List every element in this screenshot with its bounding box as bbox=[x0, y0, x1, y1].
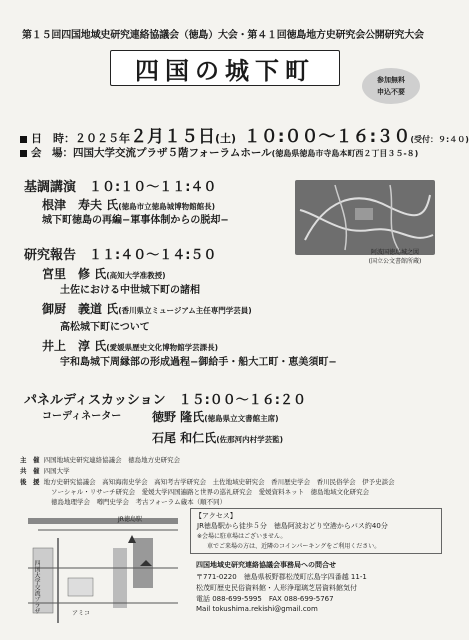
contact-phone: 電話 088-699-5995 FAX 088-699-5767 bbox=[196, 595, 334, 603]
date-row bbox=[20, 122, 469, 147]
badge-line-1: 参加無料 bbox=[377, 76, 405, 84]
access-line-2: ※会場に駐車場はございません。 bbox=[197, 533, 287, 540]
venue-row bbox=[20, 145, 418, 160]
co-organizer-row bbox=[20, 466, 70, 475]
contact-mail: Mail tokushima.rekishi@gmail.com bbox=[196, 605, 318, 613]
map-label-station: JR徳島駅 bbox=[118, 516, 142, 523]
support-label: 後 援 bbox=[20, 478, 40, 486]
speaker-name: 根津 寿夫 氏 bbox=[42, 198, 119, 212]
map-caption bbox=[360, 248, 430, 266]
date-time: １０:００〜１６:３０ bbox=[243, 127, 411, 147]
access-line-1: JR徳島駅から徒歩５分 徳島阿波おどり空港からバス約40分 bbox=[197, 522, 388, 530]
access-heading: 【アクセス】 bbox=[195, 512, 237, 520]
coordinator-1 bbox=[152, 406, 279, 425]
access-map bbox=[18, 508, 183, 626]
keynote-heading: 基調講演 １０:１０〜１１:４０ bbox=[24, 180, 217, 195]
map-label-store: アミコ bbox=[72, 610, 91, 617]
date-month-day: ２月１５日 bbox=[130, 127, 215, 147]
coordinator-label: コーディネーター bbox=[42, 411, 122, 422]
coordinator-name: 徳野 隆氏 bbox=[152, 410, 205, 424]
report-speaker-2 bbox=[42, 298, 252, 317]
page-title: 四国の城下町 bbox=[110, 50, 340, 86]
speaker-name: 宮里 修 氏 bbox=[42, 267, 107, 281]
access-line-3: 車でご来場の方は、近隣のコインパーキングをご利用ください。 bbox=[207, 543, 381, 550]
contact-postal: 〒771-0220 徳島県板野郡松茂町広島字四番越 11-1 bbox=[196, 573, 367, 581]
organizer-value: 四国地域史研究連絡協議会 徳島地方史研究会 bbox=[43, 456, 181, 464]
bullet-icon bbox=[20, 150, 27, 157]
date-year: ２０２５年 bbox=[75, 132, 130, 145]
speaker-name: 井上 淳 氏 bbox=[42, 339, 107, 353]
co-organizer-value: 四国大学 bbox=[43, 467, 70, 475]
map-label-university: 四国大学交流プラザ bbox=[33, 560, 40, 614]
coordinator-affiliation: (徳島県立文書館主席) bbox=[204, 414, 279, 423]
coordinator-name: 石尾 和仁氏 bbox=[152, 431, 217, 445]
coordinator-affiliation: (佐那河内村学芸監) bbox=[216, 435, 284, 444]
support-line-2: ソーシャル・リサーチ研究会 愛媛大学四国遍路と世界の巡礼研究会 愛媛資料ネット 徳島地域文化研究会 bbox=[51, 488, 370, 496]
support-line-3: 徳島地理学会 噂門史学会 考古フォーラム蔵本（順不同） bbox=[51, 498, 227, 506]
reports-heading: 研究報告 １１:４０〜１４:５０ bbox=[24, 248, 217, 263]
date-reception: (受付：９:４０) bbox=[410, 135, 469, 144]
event-subtitle: 第１５回四国地域史研究連絡協議会（徳島）大会・第４１回徳島地方史研究会公開研究大会 bbox=[22, 30, 424, 41]
support-line-1: 地方史研究協議会 高知海南史学会 高知考古学研究会 土佐地域史研究会 香川歴史学会 香川民俗学会 伊予史談会 bbox=[43, 478, 395, 486]
venue-address: (徳島県徳島市寺島本町西２丁目３５-８) bbox=[271, 149, 419, 158]
badge-line-2: 申込不要 bbox=[377, 88, 405, 96]
panel-heading: パネルディスカッション １５:００〜１６:２０ bbox=[24, 393, 306, 408]
free-admission-badge bbox=[362, 68, 420, 104]
map-caption-line2: (国立公文書館所蔵) bbox=[368, 258, 422, 265]
organizer-label: 主 催 bbox=[20, 456, 40, 464]
contact-heading: 四国地域史研究連絡協議会事務局への問合せ bbox=[196, 561, 336, 569]
venue-label: 会 場： bbox=[31, 147, 73, 159]
speaker-affiliation: (愛媛県歴史文化博物館学芸課長) bbox=[106, 343, 219, 352]
bullet-icon bbox=[20, 136, 27, 143]
support-row bbox=[20, 477, 395, 486]
keynote-topic: 城下町徳島の再編−軍事体制からの脱却− bbox=[42, 215, 229, 226]
contact-org: 松茂町歴史民俗資料館・人形浄瑠璃芝居資料館気付 bbox=[196, 584, 357, 592]
speaker-affiliation: (徳島市立徳島城博物館館長) bbox=[118, 202, 216, 211]
map-caption-line1: 阿波国徳島城之図 bbox=[370, 249, 419, 256]
report-topic-2: 高松城下町について bbox=[60, 322, 150, 333]
date-label: 日 時： bbox=[31, 132, 75, 145]
castle-map-image bbox=[295, 180, 435, 255]
access-info-box bbox=[190, 508, 442, 554]
speaker-affiliation: (高知大学准教授) bbox=[106, 271, 166, 280]
date-dow: (土) bbox=[215, 132, 237, 145]
speaker-name: 御厨 義道 氏 bbox=[42, 302, 119, 316]
speaker-affiliation: (香川県立ミュージアム主任専門学芸員) bbox=[118, 306, 252, 315]
coordinator-2 bbox=[152, 427, 283, 446]
report-speaker-3 bbox=[42, 335, 218, 354]
co-organizer-label: 共 催 bbox=[20, 467, 40, 475]
report-topic-3: 宇和島城下周縁部の形成過程−御給手・船大工町・恵美須町− bbox=[60, 357, 337, 368]
organizer-row bbox=[20, 455, 180, 464]
report-topic-1: 土佐における中世城下町の諸相 bbox=[60, 285, 200, 296]
venue-name: 四国大学交流プラザ５階フォーラムホール bbox=[73, 147, 272, 159]
report-speaker-1 bbox=[42, 263, 166, 282]
